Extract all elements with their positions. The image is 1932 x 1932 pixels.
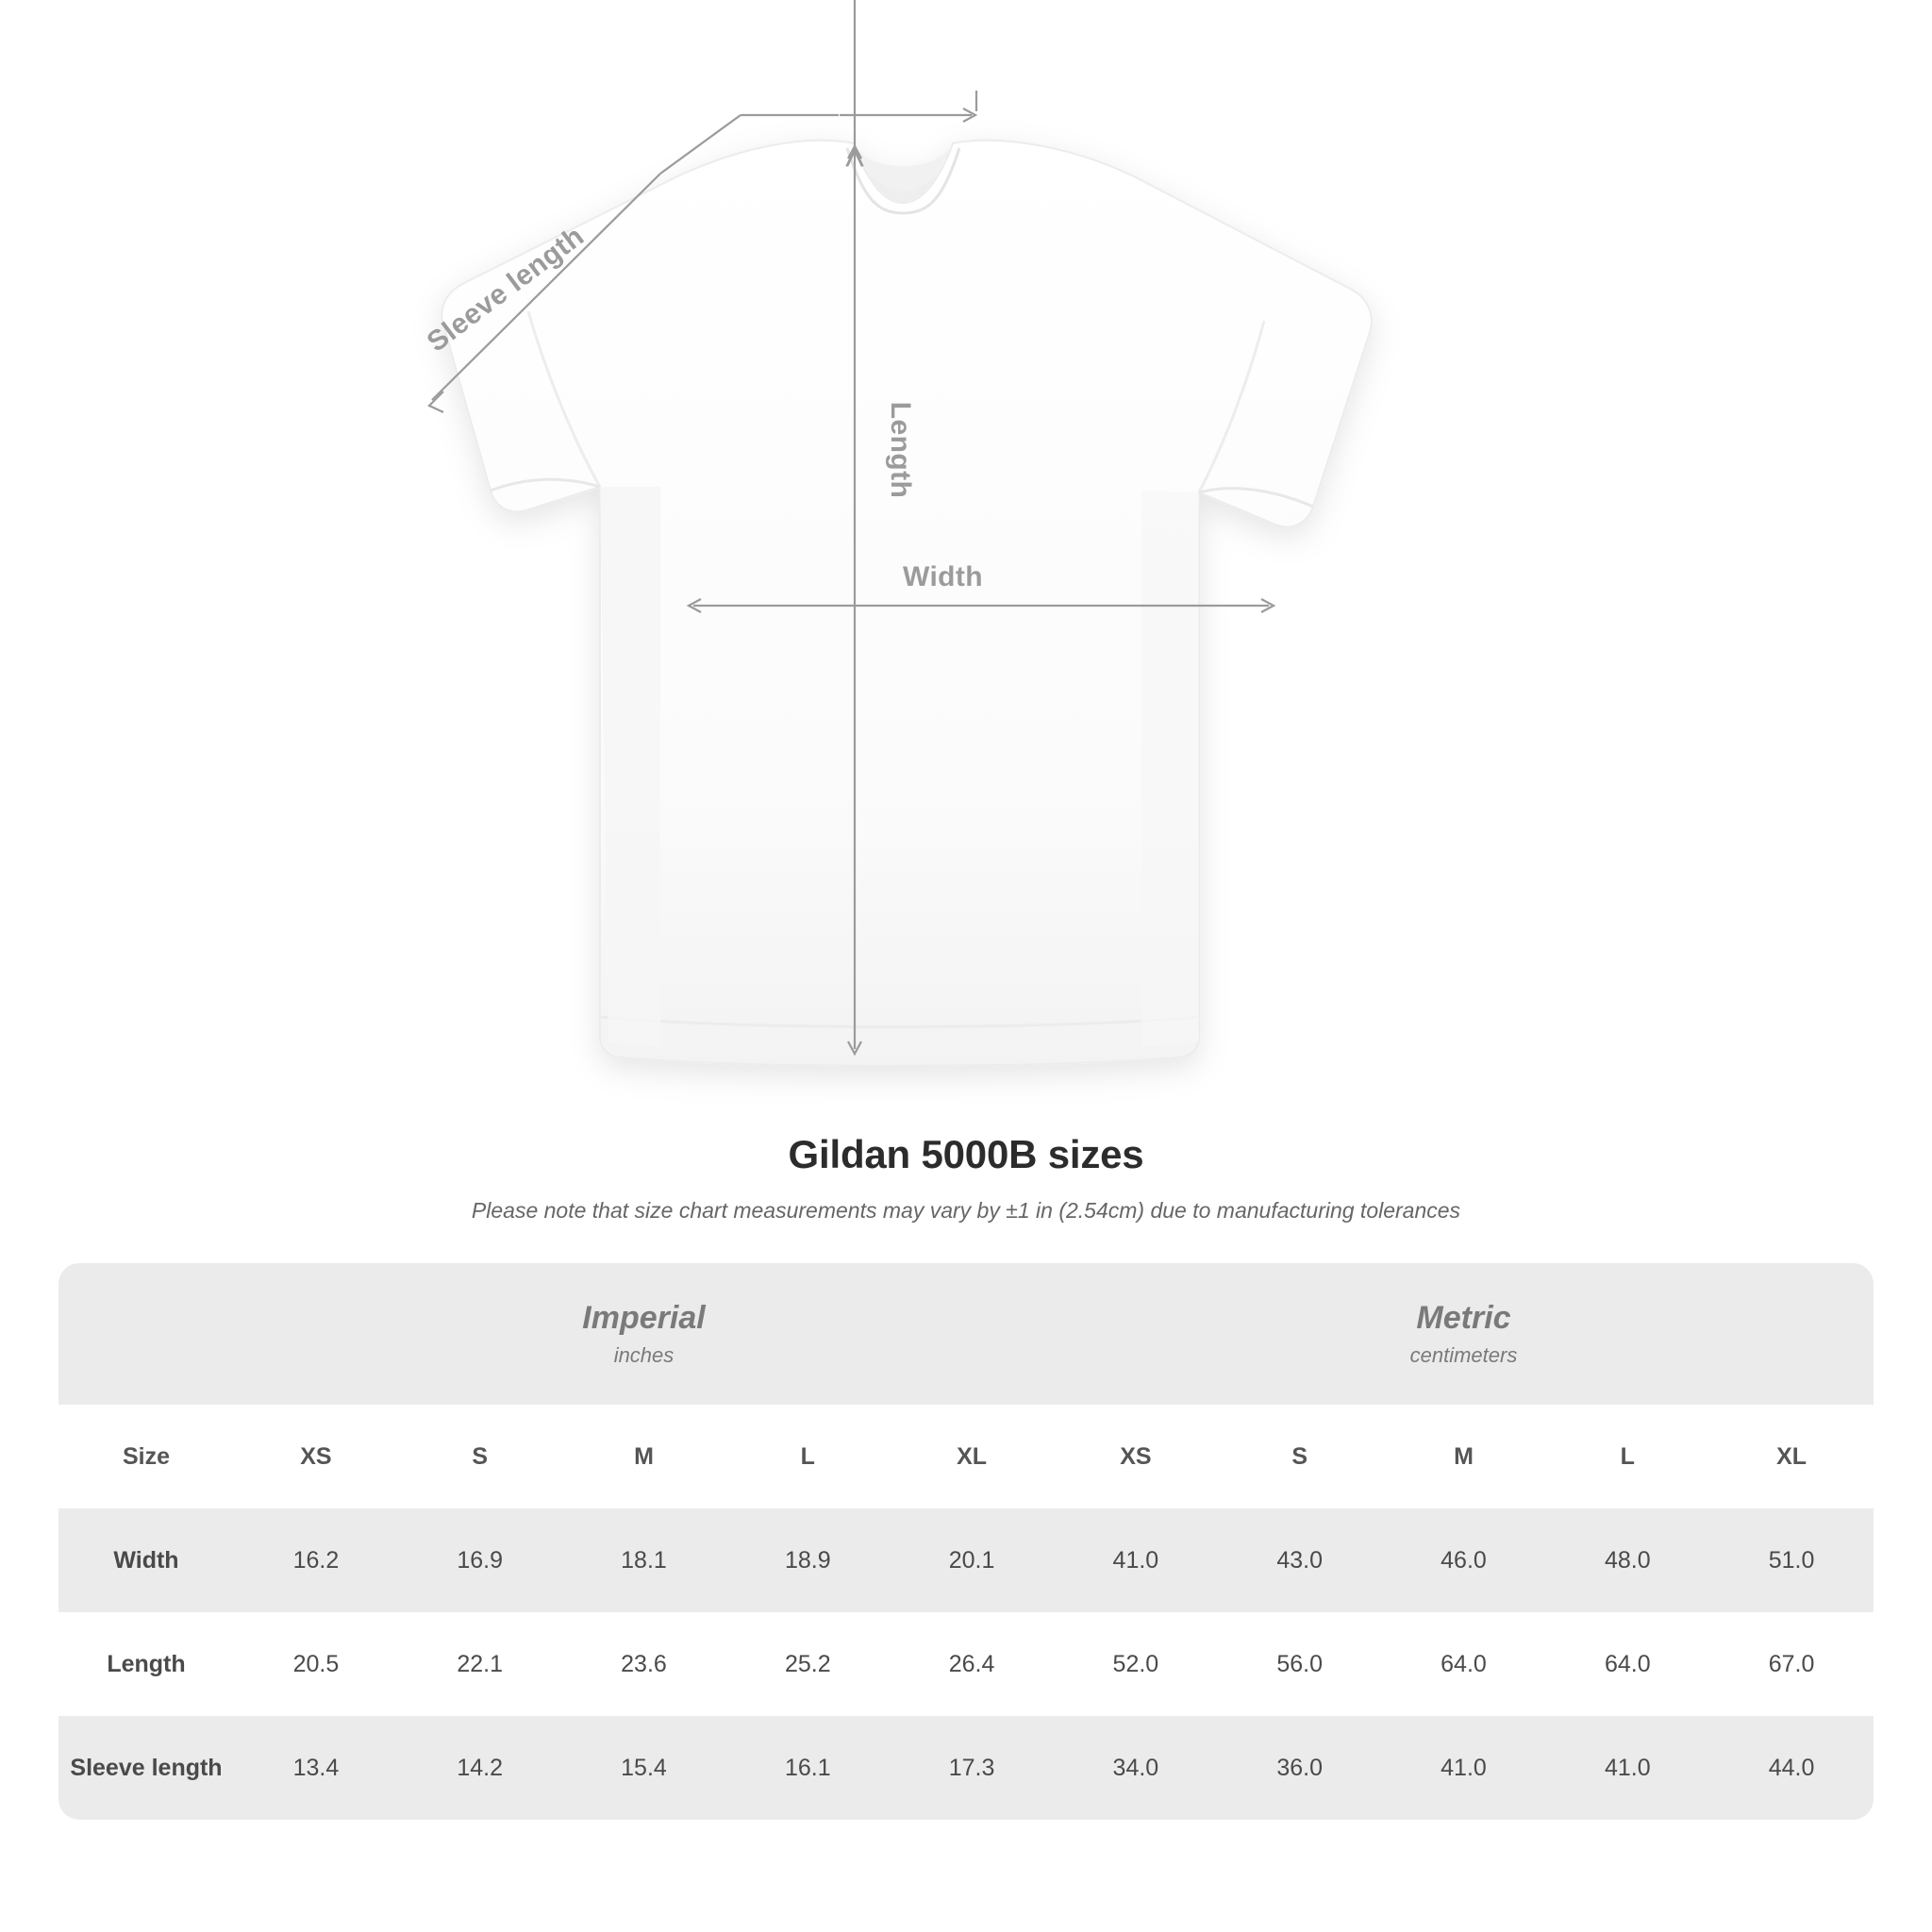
unit-spacer-cell — [58, 1263, 234, 1405]
cell-sleeve-metric-l: 41.0 — [1545, 1716, 1709, 1820]
cell-sleeve-imperial-xs: 13.4 — [234, 1716, 398, 1820]
column-header-metric-xs: XS — [1054, 1405, 1218, 1508]
sleeve-length-label: Sleeve length — [421, 220, 591, 358]
unit-group-metric — [1054, 1263, 1874, 1405]
column-header-metric-xl: XL — [1709, 1405, 1874, 1508]
cell-width-imperial-xl: 20.1 — [890, 1508, 1054, 1612]
cell-sleeve-imperial-l: 16.1 — [725, 1716, 890, 1820]
column-header-size: Size — [58, 1405, 234, 1508]
cell-length-imperial-xl: 26.4 — [890, 1612, 1054, 1716]
cell-sleeve-imperial-xl: 17.3 — [890, 1716, 1054, 1820]
column-header-imperial-m: M — [562, 1405, 726, 1508]
cell-length-imperial-m: 23.6 — [562, 1612, 726, 1716]
cell-length-imperial-l: 25.2 — [725, 1612, 890, 1716]
column-header-imperial-l: L — [725, 1405, 890, 1508]
cell-width-metric-m: 46.0 — [1382, 1508, 1546, 1612]
width-label: Width — [903, 561, 984, 592]
unit-header-row — [58, 1263, 1874, 1405]
cell-sleeve-metric-xl: 44.0 — [1709, 1716, 1874, 1820]
row-label-length: Length — [58, 1612, 234, 1716]
tolerance-note: Please note that size chart measurements may vary by ±1 in (2.54cm) due to manufacturing tolerances — [471, 1198, 1461, 1223]
cell-width-metric-s: 43.0 — [1218, 1508, 1382, 1612]
cell-width-metric-l: 48.0 — [1545, 1508, 1709, 1612]
cell-length-metric-s: 56.0 — [1218, 1612, 1382, 1716]
size-chart-table — [58, 1263, 1874, 1820]
unit-group-imperial — [234, 1263, 1054, 1405]
cell-width-imperial-s: 16.9 — [398, 1508, 562, 1612]
cell-width-imperial-l: 18.9 — [725, 1508, 890, 1612]
table-row — [58, 1716, 1874, 1820]
unit-group-imperial-label: Imperial — [582, 1300, 706, 1337]
cell-length-metric-l: 64.0 — [1545, 1612, 1709, 1716]
column-header-metric-m: M — [1382, 1405, 1546, 1508]
table-row — [58, 1612, 1874, 1716]
cell-width-metric-xl: 51.0 — [1709, 1508, 1874, 1612]
cell-sleeve-imperial-s: 14.2 — [398, 1716, 562, 1820]
unit-group-metric-label: Metric — [1416, 1300, 1511, 1337]
cell-width-imperial-m: 18.1 — [562, 1508, 726, 1612]
column-header-imperial-xs: XS — [234, 1405, 398, 1508]
cell-sleeve-imperial-m: 15.4 — [562, 1716, 726, 1820]
column-header-row — [58, 1405, 1874, 1508]
tshirt-shape — [441, 141, 1372, 1066]
column-header-metric-l: L — [1545, 1405, 1709, 1508]
unit-group-metric-sublabel: centimeters — [1409, 1342, 1518, 1367]
cell-sleeve-metric-xs: 34.0 — [1054, 1716, 1218, 1820]
length-label: Length — [885, 401, 917, 499]
column-header-imperial-s: S — [398, 1405, 562, 1508]
column-header-metric-s: S — [1218, 1405, 1382, 1508]
cell-length-metric-m: 64.0 — [1382, 1612, 1546, 1716]
page-title: Gildan 5000B sizes — [788, 1132, 1144, 1176]
row-label-width: Width — [58, 1508, 234, 1612]
cell-length-metric-xs: 52.0 — [1054, 1612, 1218, 1716]
cell-sleeve-metric-s: 36.0 — [1218, 1716, 1382, 1820]
cell-width-imperial-xs: 16.2 — [234, 1508, 398, 1612]
table-row — [58, 1508, 1874, 1612]
cell-sleeve-metric-m: 41.0 — [1382, 1716, 1546, 1820]
row-label-sleeve-length: Sleeve length — [58, 1716, 234, 1820]
column-header-imperial-xl: XL — [890, 1405, 1054, 1508]
cell-length-metric-xl: 67.0 — [1709, 1612, 1874, 1716]
cell-length-imperial-s: 22.1 — [398, 1612, 562, 1716]
cell-width-metric-xs: 41.0 — [1054, 1508, 1218, 1612]
unit-group-imperial-sublabel: inches — [613, 1342, 675, 1367]
cell-length-imperial-xs: 20.5 — [234, 1612, 398, 1716]
title-block — [0, 1132, 1932, 1224]
